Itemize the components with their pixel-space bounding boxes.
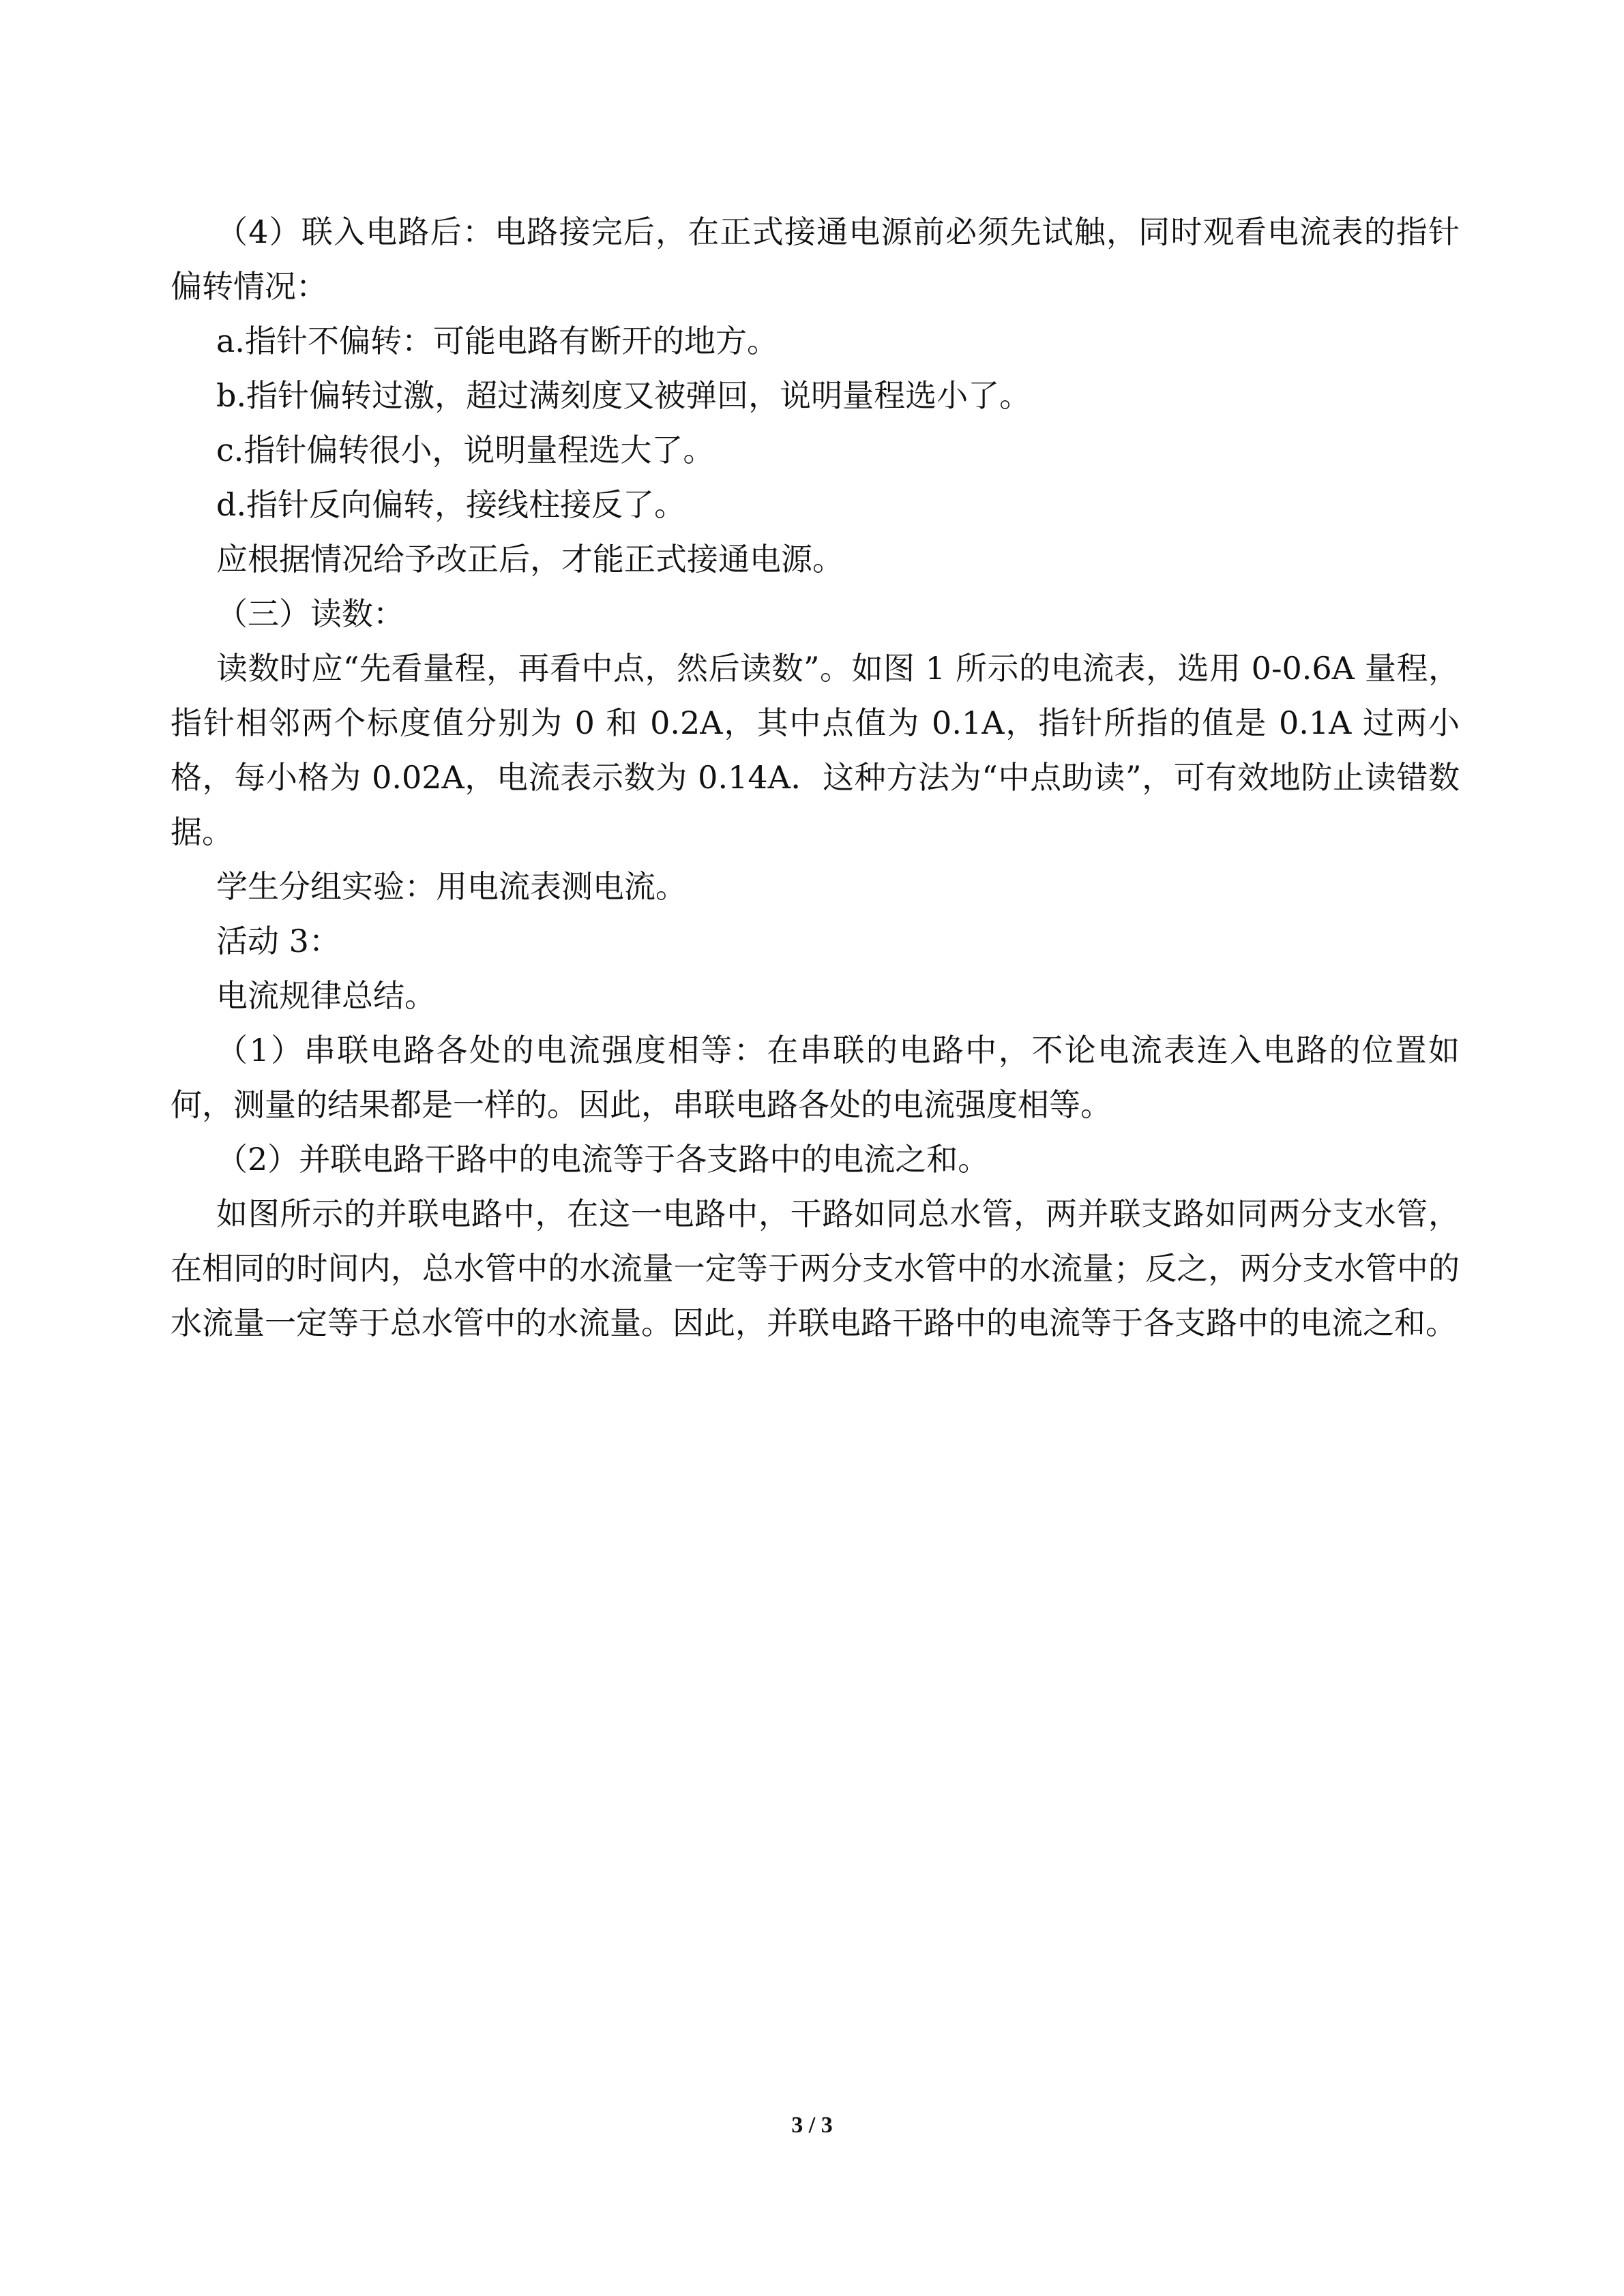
paragraph-parallel-rule: （2）并联电路干路中的电流等于各支路中的电流之和。	[216, 1141, 990, 1178]
paragraph-water-analogy: 如图所示的并联电路中，在这一电路中，干路如同总水管，两并联支路如同两分支水管，在相同的时间内，总水管中的水流量一定等于两分支水管中的水流量；反之，两分支水管中的水流量一定等于总水管中的水流量。因此，并联电路干路中的电流等于各支路中的电流之和。	[171, 1195, 1460, 1341]
paragraph-current-rules: 电流规律总结。	[216, 977, 436, 1014]
paragraph-group-experiment: 学生分组实验：用电流表测电流。	[216, 868, 687, 905]
paragraph-connect-circuit: （4）联入电路后：电路接完后，在正式接通电源前必须先试触，同时观看电流表的指针偏转情况：	[171, 213, 1460, 305]
paragraph-case-a: a.指针不偏转：可能电路有断开的地方。	[216, 323, 779, 359]
page-number: 3 / 3	[791, 2113, 833, 2138]
paragraph-activity-3: 活动 3：	[216, 923, 340, 959]
paragraph-series-rule: （1）串联电路各处的电流强度相等：在串联的电路中，不论电流表连入电路的位置如何，测量的结果都是一样的。因此，串联电路各处的电流强度相等。	[171, 1032, 1460, 1123]
paragraph-correct-then-connect: 应根据情况给予改正后，才能正式接通电源。	[216, 541, 844, 578]
section-heading-reading: （三）读数：	[216, 595, 404, 632]
paragraph-reading-method: 读数时应“先看量程，再看中点，然后读数”。如图 1 所示的电流表，选用 0-0.6A 量程，指针相邻两个标度值分别为 0 和 0.2A，其中点值为 0.1A，指针所指的值是 0.1A 过两小格，每小格为 0.02A，电流表示数为 0.14A．这种方法为“中点助读”，可有效地防止读错数据。	[171, 650, 1460, 850]
paragraph-case-c: c.指针偏转很小，说明量程选大了。	[216, 432, 715, 468]
document-body	[171, 205, 1460, 1350]
paragraph-case-d: d.指针反向偏转，接线柱接反了。	[216, 486, 686, 523]
paragraph-case-b: b.指针偏转过激，超过满刻度又被弹回，说明量程选小了。	[216, 377, 1031, 414]
